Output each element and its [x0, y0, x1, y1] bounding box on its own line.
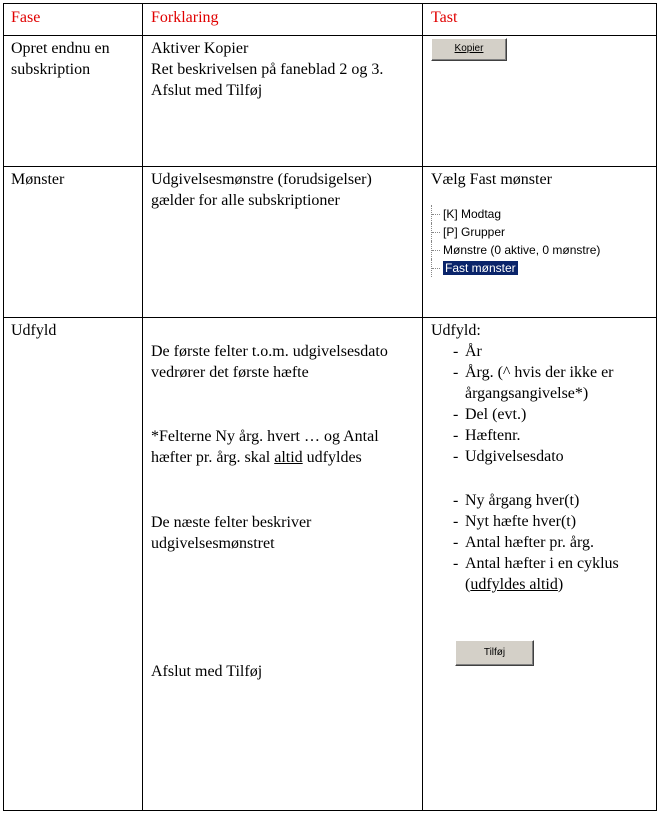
pattern-tree: [431, 205, 600, 277]
column-divider: [142, 4, 143, 810]
row2-fase: Mønster: [11, 171, 65, 188]
row3-para-3: De næste felter beskriver udgivelsesmønstret: [151, 514, 312, 552]
row3-para-4: Afslut med Tilføj: [151, 663, 263, 680]
list-item: - År: [431, 341, 653, 362]
row-divider: [4, 35, 656, 36]
kopier-button-label: Kopier: [454, 43, 484, 54]
list-item: - Udgivelsesdato: [431, 446, 653, 467]
row1-step-1: Aktiver Kopier: [151, 40, 249, 57]
tree-item-modtag[interactable]: [K] Modtag: [431, 205, 600, 223]
row1-step-3: Afslut med Tilføj: [151, 82, 263, 99]
column-divider: [422, 4, 423, 810]
row2-forklaring: Udgivelsesmønstre (forudsigelser) gælder for alle subskriptioner: [151, 171, 372, 209]
list-item: - Antal hæfter i en cyklus (udfyldes altid): [431, 553, 653, 595]
list-item: - Årg. (^ hvis der ikke er årgangsangivelse*): [431, 362, 653, 404]
row2-tast: Vælg Fast mønster: [431, 171, 552, 188]
fields-list-1: [431, 341, 653, 467]
row3-para-2: *Felterne Ny årg. hvert … og Antal hæfter pr. årg. skal altid udfyldes: [151, 428, 379, 466]
row1-fase: Opret endnu en subskription: [11, 40, 110, 78]
row1-forklaring: [151, 38, 413, 101]
list-item: - Ny årgang hver(t): [431, 490, 653, 511]
header-tast: Tast: [431, 9, 458, 26]
tilfoej-button-label: Tilføj: [483, 647, 506, 658]
header-fase: Fase: [11, 9, 41, 26]
tilfoej-button[interactable]: [455, 640, 534, 666]
row-divider: [4, 166, 656, 167]
row3-para-1: De første felter t.o.m. udgivelsesdato vedrører det første hæfte: [151, 343, 388, 381]
row3-fase: Udfyld: [11, 322, 57, 339]
instruction-table: [3, 3, 657, 811]
row-divider: [4, 317, 656, 318]
list-item: - Del (evt.): [431, 404, 653, 425]
kopier-button[interactable]: [431, 38, 507, 61]
list-item: - Antal hæfter pr. årg.: [431, 532, 653, 553]
row3-tast-title: Udfyld:: [431, 322, 481, 339]
tree-item-fast-moenster[interactable]: Fast mønster: [431, 259, 600, 277]
list-item: - Hæftenr.: [431, 425, 653, 446]
tree-item-moenstre[interactable]: Mønstre (0 aktive, 0 mønstre): [431, 241, 600, 259]
header-forklaring: Forklaring: [151, 9, 219, 26]
row1-step-2: Ret beskrivelsen på faneblad 2 og 3.: [151, 61, 384, 78]
list-item: - Nyt hæfte hver(t): [431, 511, 653, 532]
tree-item-grupper[interactable]: [P] Grupper: [431, 223, 600, 241]
fields-list-2: [431, 490, 653, 595]
